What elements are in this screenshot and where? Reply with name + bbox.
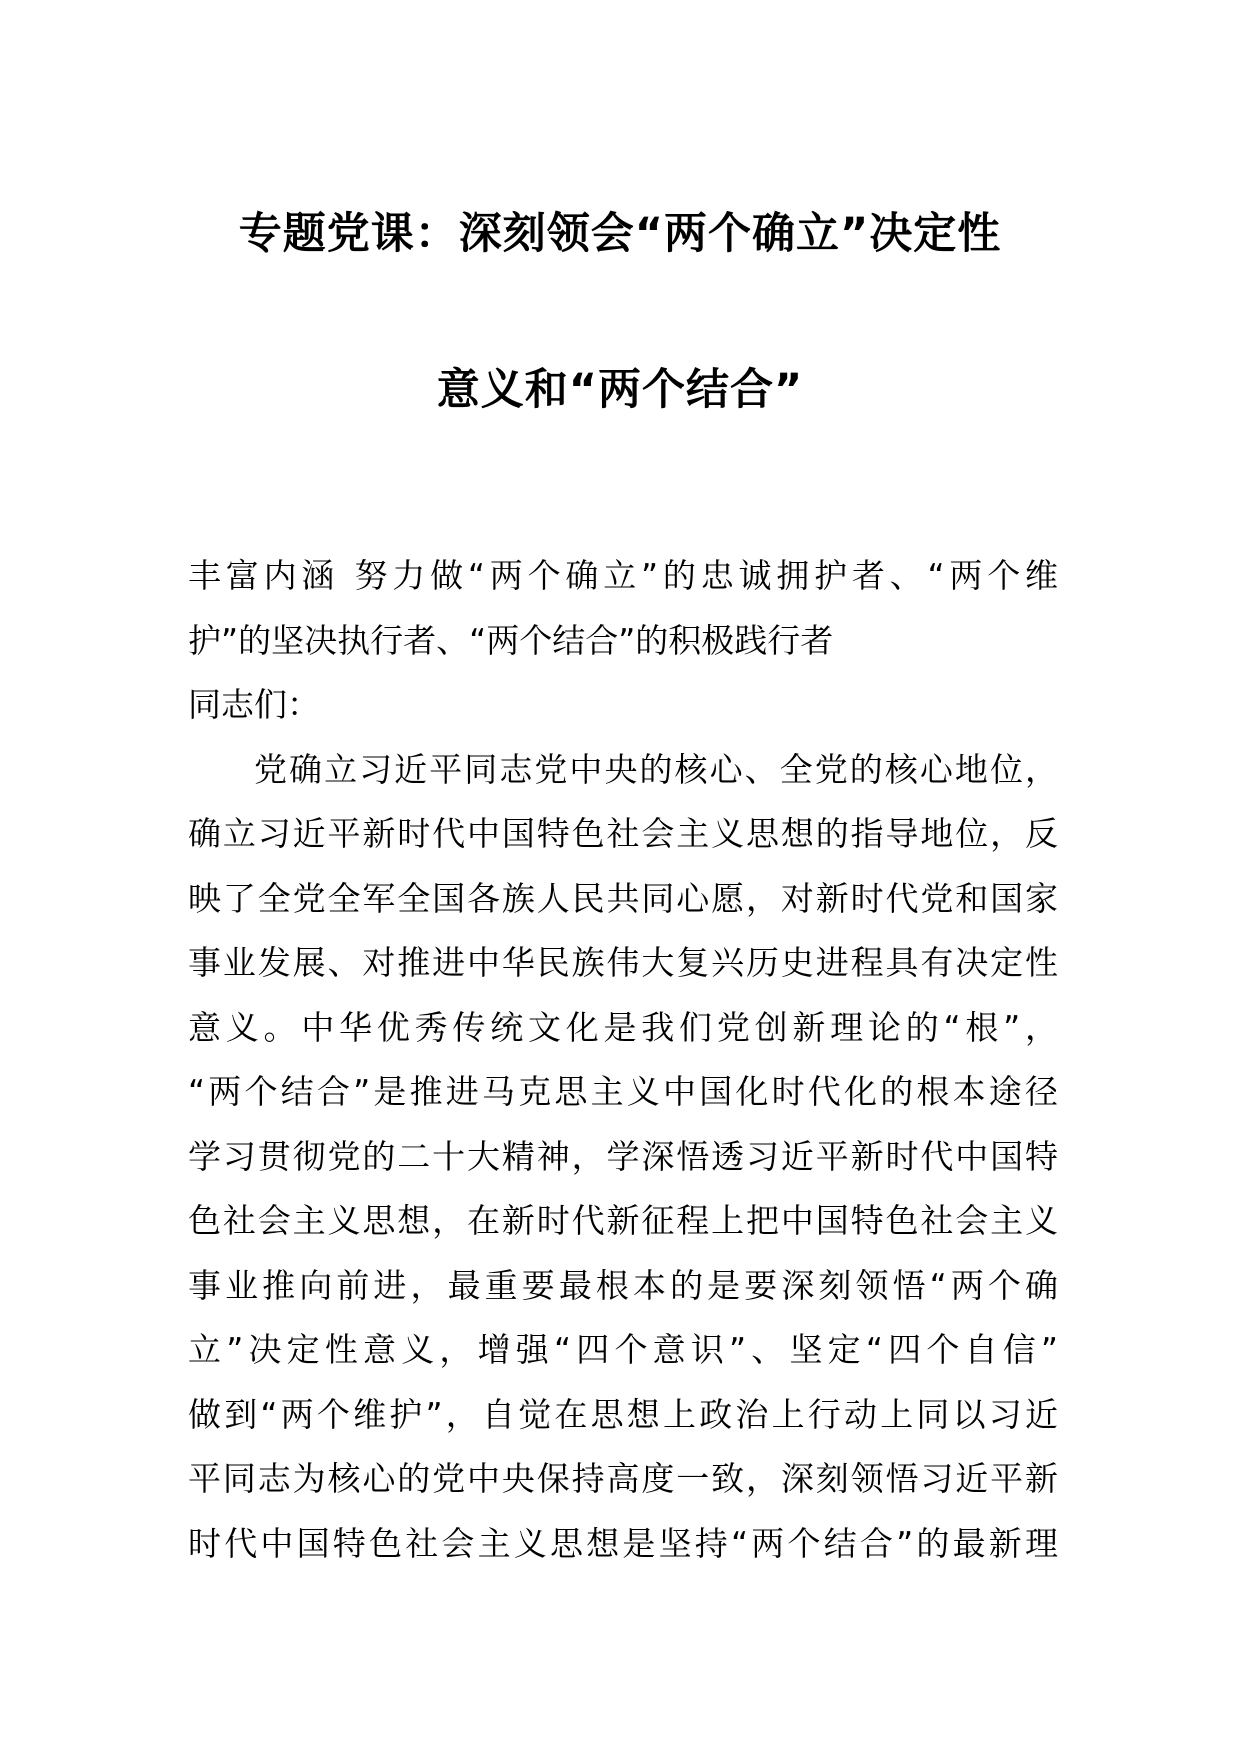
paragraph-line: 党确立习近平同志党中央的核心、全党的核心地位， <box>254 749 1058 789</box>
paragraph-line: 做到“两个维护”，自觉在思想上政治上行动上同以习近 <box>188 1394 1058 1434</box>
document-title-line-2: 意义和“两个结合” <box>436 365 804 415</box>
document-body <box>188 544 1058 1576</box>
document-title-line-1: 专题党课：深刻领会“两个确立”决定性 <box>238 209 1002 259</box>
paragraph-line: 时代中国特色社会主义思想是坚持“两个结合”的最新理 <box>188 1523 1058 1563</box>
paragraph-line: 意义。中华优秀传统文化是我们党创新理论的“根”， <box>188 1007 1058 1047</box>
paragraph-line: “两个结合”是推进马克思主义中国化时代化的根本途径 <box>188 1072 1058 1111</box>
paragraph-line: 平同志为核心的党中央保持高度一致，深刻领悟习近平新 <box>188 1459 1058 1498</box>
paragraph-line: 学习贯彻党的二十大精神，学深悟透习近平新时代中国特 <box>188 1136 1058 1176</box>
paragraph-line: 事业发展、对推进中华民族伟大复兴历史进程具有决定性 <box>188 943 1058 982</box>
paragraph-line: 映了全党全军全国各族人民共同心愿，对新时代党和国家 <box>188 878 1058 918</box>
subtitle-line: 丰富内涵 努力做“两个确立”的忠诚拥护者、“两个维 <box>188 556 1058 595</box>
subtitle-line: 护”的坚决执行者、“两个结合”的积极践行者 <box>188 620 834 660</box>
paragraph-line: 确立习近平新时代中国特色社会主义思想的指导地位，反 <box>188 814 1058 853</box>
paragraph-line: 事业推向前进，最重要最根本的是要深刻领悟“两个确 <box>188 1265 1058 1305</box>
paragraph-line: 色社会主义思想，在新时代新征程上把中国特色社会主义 <box>188 1201 1058 1240</box>
salutation: 同志们： <box>188 685 320 724</box>
paragraph-line: 立”决定性意义，增强“四个意识”、坚定“四个自信” <box>188 1330 1058 1369</box>
